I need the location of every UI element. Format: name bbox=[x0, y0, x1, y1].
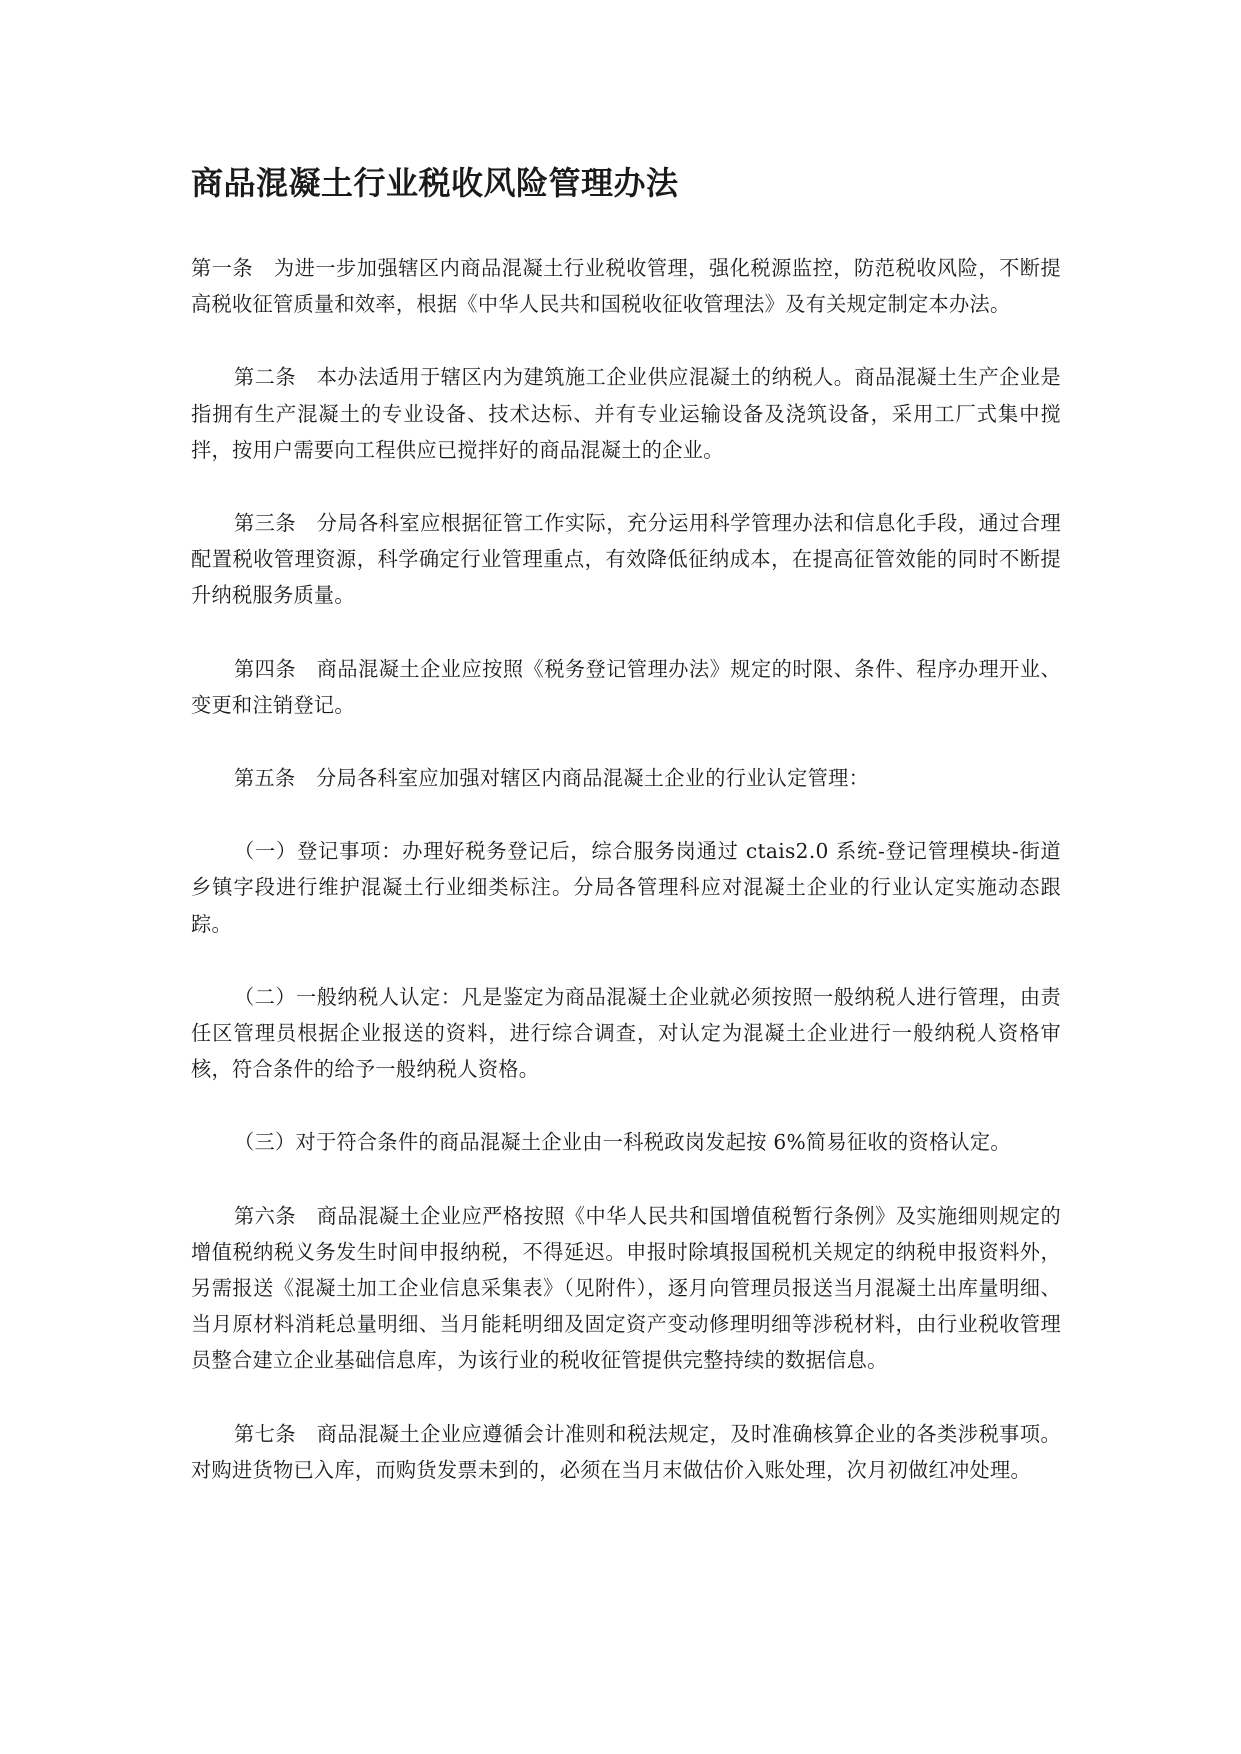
article-paragraph: （三）对于符合条件的商品混凝土企业由一科税政岗发起按 6%简易征收的资格认定。 bbox=[234, 1130, 1011, 1155]
article-paragraph: 第三条 分局各科室应根据征管工作实际，充分运用科学管理办法和信息化手段，通过合理配置税收管理资源，科学确定行业管理重点，有效降低征纳成本，在提高征管效能的同时不断提升纳税服务质量。 bbox=[191, 511, 1061, 608]
article-paragraph: 第四条 商品混凝土企业应按照《税务登记管理办法》规定的时限、条件、程序办理开业、变更和注销登记。 bbox=[191, 656, 1061, 717]
article-paragraph: 第二条 本办法适用于辖区内为建筑施工企业供应混凝土的纳税人。商品混凝土生产企业是指拥有生产混凝土的专业设备、技术达标、并有专业运输设备及浇筑设备，采用工厂式集中搅拌，按用户需要向工程供应已搅拌好的商品混凝土的企业。 bbox=[191, 365, 1061, 462]
article-paragraph: （一）登记事项：办理好税务登记后，综合服务岗通过 ctais2.0 系统-登记管理模块-街道乡镇字段进行维护混凝土行业细类标注。分局各管理科应对混凝土企业的行业认定实施动态跟踪。 bbox=[191, 839, 1061, 936]
article-paragraph: 第五条 分局各科室应加强对辖区内商品混凝土企业的行业认定管理： bbox=[234, 766, 870, 791]
paragraph-list bbox=[191, 250, 1061, 1488]
document-body bbox=[191, 160, 1061, 1525]
document-title: 商品混凝土行业税收风险管理办法 bbox=[191, 164, 679, 202]
article-paragraph: （二）一般纳税人认定：凡是鉴定为商品混凝土企业就必须按照一般纳税人进行管理，由责任区管理员根据企业报送的资料，进行综合调查，对认定为混凝土企业进行一般纳税人资格审核，符合条件的给予一般纳税人资格。 bbox=[191, 984, 1061, 1082]
article-paragraph: 第六条 商品混凝土企业应严格按照《中华人民共和国增值税暂行条例》及实施细则规定的增值税纳税义务发生时间申报纳税，不得延迟。申报时除填报国税机关规定的纳税申报资料外，另需报送《混凝土加工企业信息采集表》（见附件），逐月向管理员报送当月混凝土出库量明细、当月原材料消耗总量明细、当月能耗明细及固定资产变动修理明细等涉税材料，由行业税收管理员整合建立企业基础信息库，为该行业的税收征管提供完整持续的数据信息。 bbox=[191, 1203, 1061, 1373]
article-paragraph: 第七条 商品混凝土企业应遵循会计准则和税法规定，及时准确核算企业的各类涉税事项。对购进货物已入库，而购货发票未到的，必须在当月末做估价入账处理，次月初做红冲处理。 bbox=[191, 1421, 1061, 1482]
article-paragraph: 第一条 为进一步加强辖区内商品混凝土行业税收管理，强化税源监控，防范税收风险，不断提高税收征管质量和效率，根据《中华人民共和国税收征收管理法》及有关规定制定本办法。 bbox=[191, 256, 1061, 317]
